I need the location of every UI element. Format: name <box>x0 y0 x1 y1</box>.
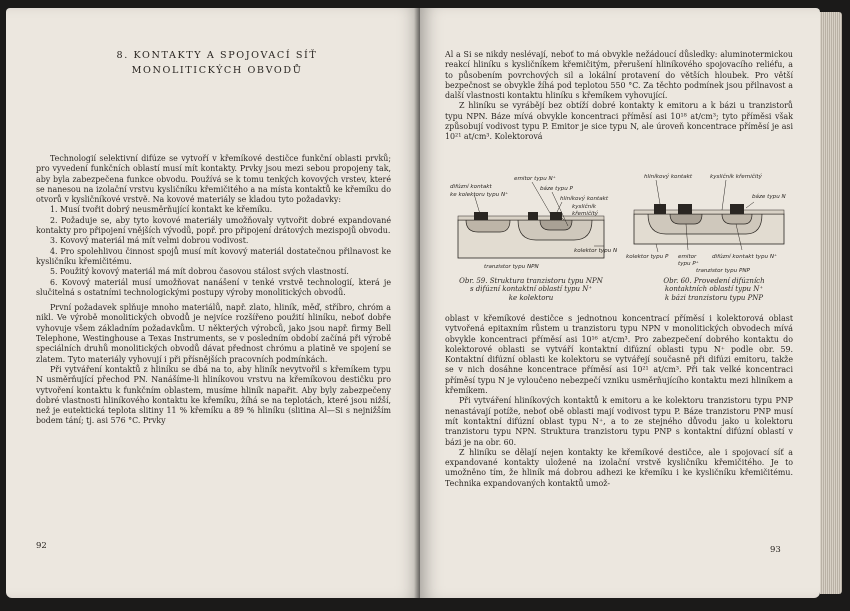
caption-line: ke kolektoru <box>508 293 554 302</box>
page-number-left: 92 <box>36 541 47 551</box>
fig59-label: kolektor typu N <box>574 248 618 254</box>
fig59-label: tranzistor typu NPN <box>484 264 539 270</box>
fig60-label: kolektor typu P <box>626 254 669 260</box>
paragraph: Z hliníku se dělají nejen kontakty ke křemíkové destičce, ale i spojovací síť a expandované kontakty uložené na izolační vrstvě kysličníku křemičitého. Je to umožněno tím, že hliník má dobrou adhezi ke křemíku i ke kysličníku křemičitému. Technika expandovaných kontaktů umož- <box>445 447 793 488</box>
paragraph: Technologií selektivní difúze se vytvoří v křemíkové destičce funkční oblasti prvků; pro vyvedení funkčních oblastí musí mít kontakty. Prvky jsou mezi sebou propojeny tak, aby byla zabezpečena funkce obvodu. Používá se k tomu tenkých kovových vrstev, které se nanesou na izolační vrstvu kysličníku křemičitého a na místa kontaktů ke křemíku do otvorů v kysličníkové vrstvě. Na kovové materiály se kladou tyto požadavky: <box>36 154 391 205</box>
page-edges <box>820 12 842 594</box>
paragraph: První požadavek splňuje mnoho materiálů, např. zlato, hliník, měď, stříbro, chróm a nikl. Ve výrobě monolitických obvodů je nejvíce rozšířeno použití hliníku, neboť dobře vyhovuje všem základním požadavkům. U některých výrobců, jako jsou např. firmy Bell Telephone, Westinghouse a Texas Instruments, se v posledním období začíná při výrobě speciálních druhů monolitických obvodů dávat přednost chrómu a platině ve spojení se zlatem. Tyto materiály vyhovují i při přísnějších pracovních podmínkách. <box>36 303 391 364</box>
chapter-heading-line-2: MONOLITICKÝCH OBVODŮ <box>131 65 303 76</box>
fig59-label: emitor typu N⁺ <box>514 176 556 182</box>
aluminium-contact-shape <box>474 212 488 220</box>
collector-contact-diffusion-shape <box>466 220 510 232</box>
fig59-label: kysličník <box>572 204 596 210</box>
caption-line: k bázi tranzistoru typu PNP <box>664 293 764 302</box>
page-number-right: 93 <box>770 545 781 555</box>
fig59-label: ke kolektoru typu N⁺ <box>450 192 509 198</box>
chapter-heading <box>52 48 382 78</box>
paragraph: Při vytváření kontaktů z hliníku se dbá na to, aby hliník nevytvořil s křemíkem typu N usměrňující přechod PN. Nanášíme-li hliníkovou vrstvu na křemíkovou destičku pro vytvoření kontaktu k funkčním oblastem, musíme hliník napařit. Aby byly zabezpečeny dobré vlastnosti hliníkového kontaktu ke křemíku, žíhá se na teplotách, které jsou nižší, než je eutektická teplota slitiny 11 % křemíku a 89 % hliníku (slitina Al—Si s nejnižším bodem tání; tj. asi 576 °C. Prvky <box>36 364 391 426</box>
aluminium-contact-shape <box>528 212 538 220</box>
figure-59 <box>444 168 620 276</box>
figure-60-diagram <box>626 166 802 274</box>
figure-60-caption <box>632 277 796 302</box>
right-body-text-bottom <box>445 314 793 489</box>
fig60-label: emitor <box>678 254 697 260</box>
emitter-region-shape <box>670 214 702 224</box>
aluminium-contact-shape <box>678 204 692 214</box>
fig60-label: typu P⁺ <box>678 261 699 267</box>
aluminium-contact-shape <box>730 204 744 214</box>
figure-60 <box>626 166 802 274</box>
emitter-region-shape <box>540 220 572 230</box>
left-page <box>6 8 420 598</box>
aluminium-contact-shape <box>654 204 666 214</box>
figure-59-caption <box>438 277 624 302</box>
caption-line: Obr. 59. Struktura tranzistoru typu NPN <box>459 277 603 285</box>
fig60-label: kysličník křemičitý <box>710 174 762 180</box>
requirement-item: 6. Kovový materiál musí umožňovat nanášení v tenké vrstvě technologií, která je slučitelná s ostatními technologickými postupy výroby monolitických obvodů. <box>36 277 391 297</box>
paragraph: Al a Si se nikdy neslévají, neboť to má obvykle nežádoucí důsledky: aluminotermickou reakcí hliníku s kysličníkem křemičitým, přerušení hliníkového spojovacího reliéfu, a to působením povrchových sil a lokální protavení do větších hloubek. Pro větší bezpečnost se obvykle žíhá pod teplotou 550 °C. Za těchto podmínek jsou přilnavost a další vlastnosti kontaktu hliníku s křemíkem vyhovující. <box>445 50 793 101</box>
requirement-item: 3. Kovový materiál má mít velmi dobrou vodivost. <box>50 236 249 246</box>
caption-line: s difúzní kontaktní oblastí typu N⁺ <box>469 285 593 294</box>
fig60-label: báze typu N <box>752 194 786 200</box>
requirement-item: 4. Pro spolehlivou činnost spojů musí mít kovový materiál dostatečnou přilnavost ke kysličníku křemičitému. <box>36 246 391 266</box>
figure-59-diagram <box>444 168 620 276</box>
right-body-text-top <box>445 50 793 143</box>
fig59-label: křemičitý <box>572 211 599 217</box>
right-page <box>420 8 820 598</box>
paragraph: Z hliníku se vyrábějí bez obtíží dobré kontakty k emitoru a k bázi u tranzistorů typu NPN. Báze mívá obvykle koncentraci příměsí asi 10¹⁸ at/cm³; tyto příměsi však způsobují vodivost typu P. Emitor je sice typu N, ale úroveň koncentrace příměsí je asi 10²¹ at/cm³. Kolektorová <box>445 101 793 142</box>
left-body-text <box>36 154 391 427</box>
requirement-item: 1. Musí tvořit dobrý neusměrňující kontakt ke křemíku. <box>50 205 273 215</box>
caption-line: Obr. 60. Provedení difúzních <box>663 277 765 285</box>
fig60-label: hliníkový kontakt <box>644 174 693 180</box>
paragraph: oblast v křemíkové destičce s jednotnou koncentrací příměsí i kolektorová oblast vytvořená epitaxním růstem u tranzistoru typu NPN v monolitických obvodech mívá obvykle koncentraci příměsí asi 10¹⁶ at/cm³. Pro zabezpečení dobrého kontaktu do kolektorové oblasti se vytváří kontaktní difúzní oblasti typu N⁺ podle obr. 59. Kontaktní difúzní oblasti ke kolektoru se vytvářejí současně při difúzi emitoru, takže se v nich dosáhne koncentrace příměsí asi 10²¹ at/cm³. Při tak velké koncentraci příměsí typu N je vyloučeno nebezpečí vzniku usměrňujícího kontaktu mezi hliníkem a křemíkem. <box>445 314 793 396</box>
requirement-item: 2. Požaduje se, aby tyto kovové materiály umožňovaly vytvořit dobré expandované kontakty pro připojení vnějších vývodů, popř. pro připojení drátových mezispojů obvodu. <box>36 215 391 236</box>
chapter-heading-line-1: 8. KONTAKTY A SPOJOVACÍ SÍŤ <box>116 50 318 61</box>
fig60-label: difúzní kontakt typu N⁺ <box>712 254 777 260</box>
paragraph: Při vytváření hliníkových kontaktů k emitoru a ke kolektoru tranzistoru typu PNP nenastávají potíže, neboť obě oblasti mají vodivost typu P. Báze tranzistoru PNP musí mít kontaktní difúzní oblast typu N⁺, a to ze stejného důvodu jako u kolektoru tranzistoru typu NPN. Struktura tranzistoru typu PNP s kontaktní difúzní oblastí v bázi je na obr. 60. <box>445 396 793 447</box>
base-contact-diffusion-shape <box>722 214 752 224</box>
fig59-label: hliníkový kontakt <box>560 196 609 202</box>
requirement-item: 5. Použitý kovový materiál má mít dobrou časovou stálost svých vlastností. <box>50 267 349 277</box>
caption-line: kontaktních oblastí typu N⁺ <box>664 285 764 294</box>
fig59-label: báze typu P <box>540 186 573 192</box>
fig60-label: tranzistor typu PNP <box>696 268 750 274</box>
fig59-label: difúzní kontakt <box>450 184 492 190</box>
